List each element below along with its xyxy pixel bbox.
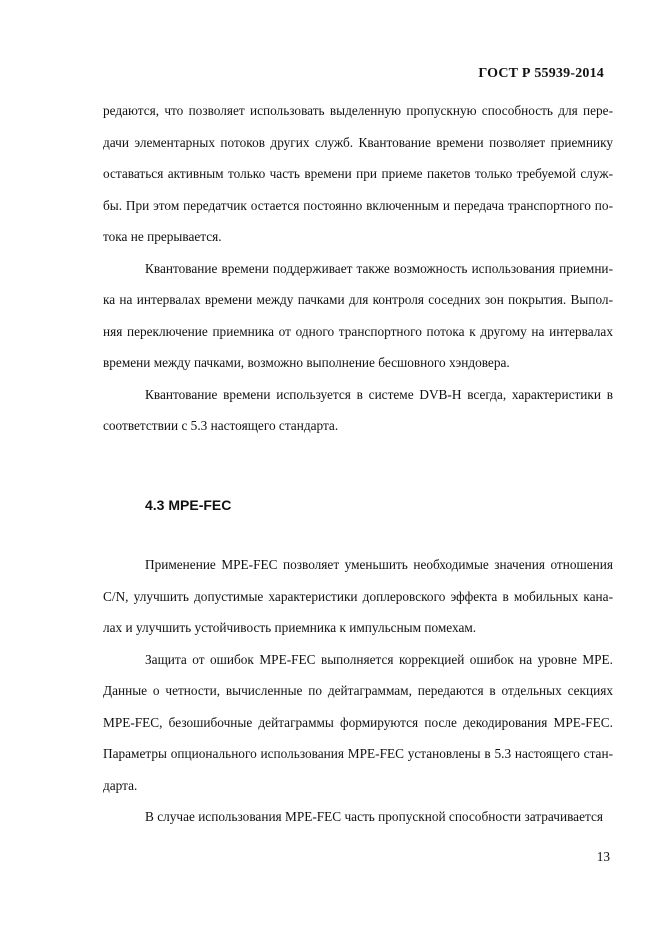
paragraph: Защита от ошибок MPE-FEC выполняется коррекцией ошибок на уровне MPE. Данные о четности, вычисленные по дейтаграммам, передаются в отдельных секциях MPE-FEC, безошибочные дейтаграммы формируются после декодирования MPE-FEC. Параметры опционального использования MPE-FEC установлены в 5.3 настоящего стандарта. bbox=[103, 651, 613, 793]
document-header: ГОСТ Р 55939-2014 bbox=[478, 66, 604, 81]
paragraph: Применение MPE-FEC позволяет уменьшить необходимые значения отношения C/N, улучшить допустимые характеристики доплеровского эффекта в мобильных каналах и улучшить устойчивость приемника к импульсным помехам. bbox=[103, 557, 613, 635]
paragraph: Квантование времени поддерживает также возможность использования приемника на интервалах времени между пачками для контроля соседних зон покрытия. Выполняя переключение приемника от одного транспортного потока к другому на интервалах времени между пачками, возможно выполнение бесшовного хэндовера. bbox=[103, 260, 613, 370]
paragraph: Квантование времени используется в системе DVB-H всегда, характеристики в соответствии с 5.3 настоящего стандарта. bbox=[103, 386, 613, 433]
page-number: 13 bbox=[596, 849, 610, 864]
section-heading: 4.3 MPE-FEC bbox=[145, 497, 232, 513]
paragraph: редаются, что позволяет использовать выделенную пропускную способность для передачи элементарных потоков других служб. Квантование времени позволяет приемнику оставаться активным только часть времени при приеме пакетов только требуемой службы. При этом передатчик остается постоянно включенным и передача транспортного потока не прерывается. bbox=[103, 103, 613, 244]
paragraph: В случае использования MPE-FEC часть пропускной способности затрачивается bbox=[145, 809, 603, 824]
section-text-mpe-fec bbox=[103, 549, 613, 833]
section-text-time-slicing bbox=[103, 95, 613, 442]
